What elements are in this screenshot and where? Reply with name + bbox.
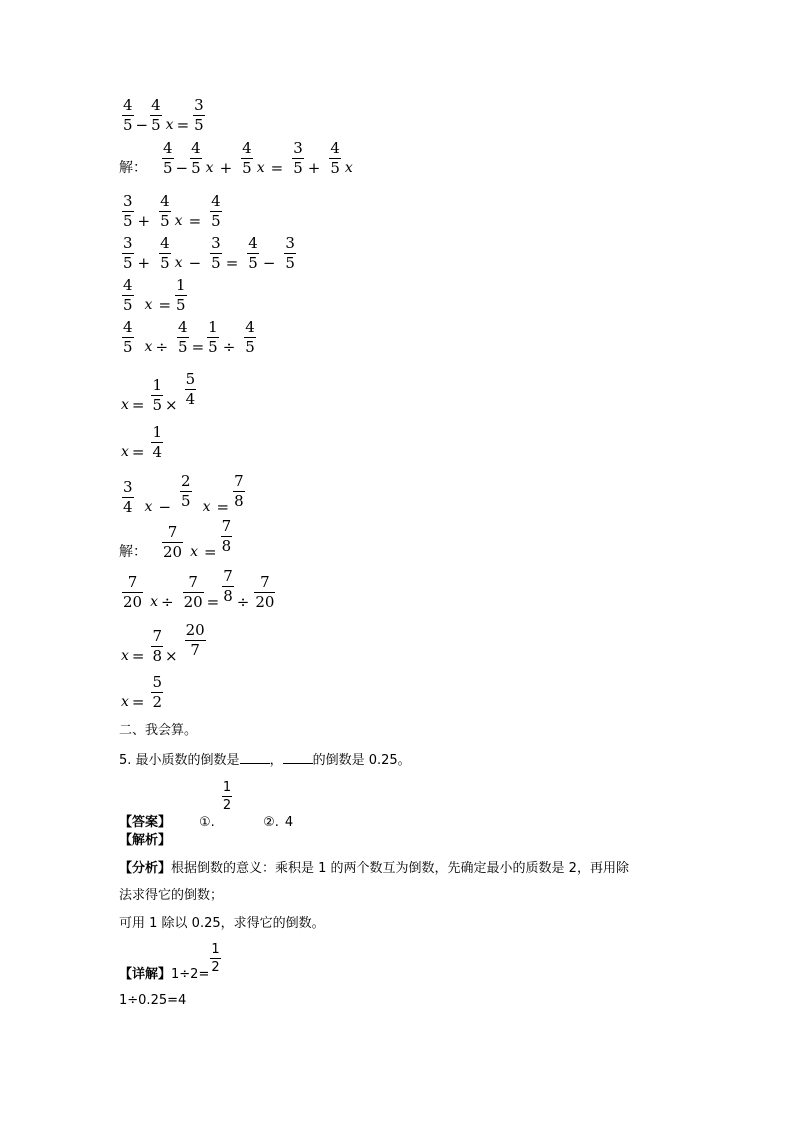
- detail-expression-2: 1÷0.25=4: [119, 993, 187, 1008]
- operator: ×: [165, 647, 178, 665]
- analysis-line-1: [119, 860, 629, 878]
- fraction: $\frac{7}{8}$: [221, 517, 232, 555]
- operator: =: [204, 543, 217, 561]
- analysis-label: 【解析】: [119, 833, 172, 848]
- operator: =: [131, 647, 145, 665]
- fraction: $\frac{7}{20}$: [163, 523, 183, 561]
- fraction: $\frac{4}{5}$: [330, 139, 340, 177]
- fraction: $\frac{3}{4}$: [123, 478, 133, 516]
- problem1-step-7: [121, 424, 164, 461]
- operator: −: [262, 254, 276, 272]
- operator: =: [176, 116, 190, 134]
- detail-label: 【详解】: [119, 967, 172, 982]
- problem2-step-2: [121, 568, 276, 611]
- question-5: [119, 750, 411, 770]
- fraction: $\frac{3}{5}$: [194, 96, 204, 134]
- operator: =: [270, 159, 284, 177]
- fraction: $\frac{7}{8}$: [152, 627, 163, 665]
- operator: −: [188, 254, 202, 272]
- fraction: $\frac{4}{5}$: [123, 276, 133, 314]
- problem2-equation: [121, 473, 246, 516]
- problem1-step-4: [121, 277, 188, 314]
- variable: x: [121, 444, 129, 460]
- variable: x: [190, 544, 198, 560]
- analysis-tag: 【分析】: [119, 861, 172, 876]
- operator: +: [137, 254, 151, 272]
- fraction: $\frac{4}{5}$: [151, 96, 161, 134]
- operator: =: [225, 254, 239, 272]
- variable: x: [150, 594, 158, 610]
- operator: −: [135, 116, 149, 134]
- analysis-line-3: 可用 1 除以 0.25，求得它的倒数。: [119, 916, 325, 931]
- detail-fraction: $\frac{1}{2}$: [211, 942, 220, 975]
- question-text-b: 的倒数是 0.25。: [312, 753, 411, 768]
- answer-item-2-value: 4: [284, 815, 294, 830]
- fraction: $\frac{1}{5}$: [208, 318, 218, 356]
- fraction: $\frac{3}{5}$: [285, 234, 295, 272]
- section-heading: 二、我会算。: [119, 723, 198, 738]
- variable: x: [202, 499, 211, 515]
- fraction: $\frac{3}{5}$: [293, 139, 303, 177]
- fraction: $\frac{3}{5}$: [211, 234, 221, 272]
- fraction: $\frac{1}{4}$: [152, 423, 163, 461]
- fraction: $\frac{7}{20}$: [183, 573, 203, 611]
- operator: =: [158, 296, 172, 314]
- answer-label: 【答案】: [119, 815, 172, 830]
- analysis-line-2: 法求得它的倒数；: [119, 888, 224, 903]
- problem1-step-3: [121, 235, 297, 272]
- operator: ÷: [161, 593, 174, 611]
- variable: x: [121, 694, 129, 710]
- operator: +: [137, 212, 151, 230]
- fraction: $\frac{4}{5}$: [160, 192, 170, 230]
- fraction: $\frac{5}{4}$: [185, 370, 196, 408]
- analysis-text-1: 根据倒数的意义：乘积是 1 的两个数互为倒数，先确定最小的质数是 2，再用除: [171, 861, 629, 876]
- fraction: $\frac{4}{5}$: [248, 234, 258, 272]
- problem1-step-6: [121, 371, 197, 414]
- problem1-equation: [121, 97, 206, 134]
- answer-line: [119, 780, 293, 831]
- fraction: $\frac{4}{5}$: [123, 96, 133, 134]
- solution-label: 解：: [119, 160, 147, 176]
- operator: ÷: [236, 593, 250, 611]
- answer-blank-2[interactable]: [283, 750, 313, 764]
- operator: =: [188, 212, 202, 230]
- problem1-step-2: [121, 193, 223, 230]
- operator: ÷: [222, 338, 236, 356]
- problem1-step-1: [119, 140, 353, 177]
- fraction: $\frac{4}{5}$: [245, 318, 255, 356]
- fraction: $\frac{4}{5}$: [191, 139, 201, 177]
- variable: x: [174, 213, 183, 229]
- detail-expression-1: 1÷2=: [171, 967, 210, 982]
- detail-line-1: [119, 942, 222, 983]
- answer-item-1-mark: ①.: [199, 815, 215, 830]
- fraction: $\frac{1}{5}$: [176, 276, 186, 314]
- answer-blank-1[interactable]: [240, 750, 270, 764]
- variable: x: [256, 160, 265, 176]
- solution-label: 解：: [119, 544, 147, 560]
- variable: x: [174, 255, 183, 271]
- question-number: 5.: [119, 753, 132, 768]
- operator: =: [131, 443, 145, 461]
- answer-item-2-mark: ②.: [263, 815, 279, 830]
- operator: =: [131, 693, 145, 711]
- operator: −: [175, 159, 189, 177]
- question-text-a: 最小质数的倒数是: [135, 753, 240, 768]
- variable: x: [205, 160, 214, 176]
- variable: x: [165, 117, 174, 133]
- fraction: $\frac{20}{7}$: [185, 621, 205, 659]
- fraction: $\frac{7}{8}$: [234, 472, 244, 510]
- variable: x: [121, 397, 129, 413]
- fraction: $\frac{4}{5}$: [160, 234, 170, 272]
- operator: =: [131, 396, 145, 414]
- problem2-step-3: [121, 622, 207, 665]
- problem2-step-4: [121, 674, 164, 711]
- answer-item-1-fraction: $\frac{1}{2}$: [222, 780, 232, 813]
- variable: x: [344, 160, 353, 176]
- operator: −: [158, 498, 172, 516]
- question-separator: ，: [269, 753, 283, 768]
- fraction: $\frac{7}{20}$: [255, 573, 275, 611]
- fraction: $\frac{1}{5}$: [152, 376, 163, 414]
- fraction: $\frac{7}{20}$: [123, 573, 143, 611]
- fraction: $\frac{3}{5}$: [123, 192, 133, 230]
- fraction: $\frac{7}{8}$: [223, 567, 233, 605]
- operator: ×: [165, 396, 178, 414]
- variable: x: [121, 648, 129, 664]
- operator: =: [206, 593, 220, 611]
- operator: =: [216, 498, 230, 516]
- fraction: $\frac{4}{5}$: [242, 139, 252, 177]
- operator: =: [191, 338, 205, 356]
- variable: x: [144, 339, 153, 355]
- fraction: $\frac{2}{5}$: [181, 472, 191, 510]
- fraction: $\frac{3}{5}$: [123, 234, 133, 272]
- fraction: $\frac{4}{5}$: [211, 192, 221, 230]
- problem1-step-5: [121, 319, 257, 356]
- operator: +: [219, 159, 233, 177]
- fraction: $\frac{4}{5}$: [163, 139, 173, 177]
- fraction: $\frac{4}{5}$: [123, 318, 133, 356]
- variable: x: [144, 297, 153, 313]
- operator: +: [307, 159, 321, 177]
- fraction: $\frac{5}{2}$: [152, 673, 163, 711]
- variable: x: [144, 499, 153, 515]
- problem2-step-1: [119, 518, 233, 561]
- operator: ÷: [155, 338, 169, 356]
- fraction: $\frac{4}{5}$: [178, 318, 188, 356]
